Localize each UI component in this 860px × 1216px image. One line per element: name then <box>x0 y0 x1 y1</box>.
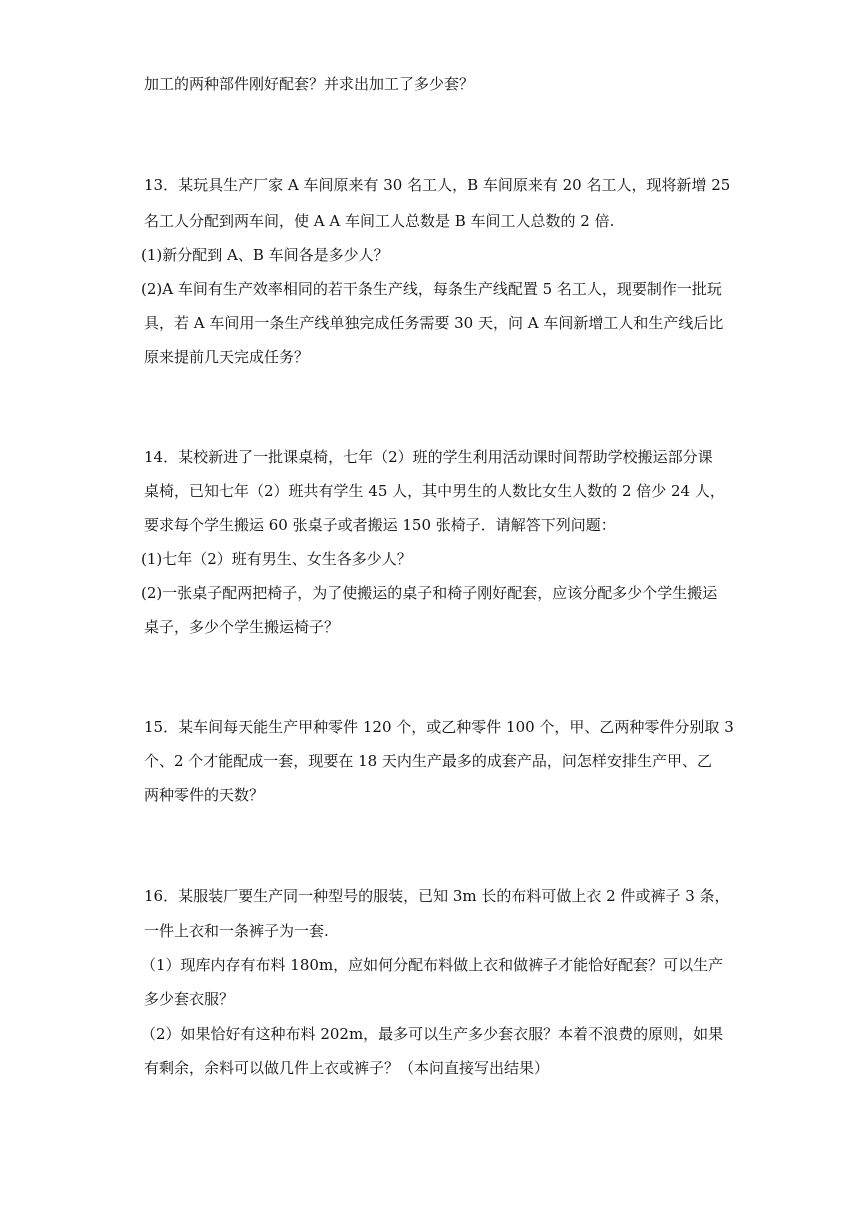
problem-16-line-4: 多少套衣服？ <box>144 990 235 1008</box>
problem-15-line-3: 两种零件的天数？ <box>144 786 265 804</box>
problem-14-line-6: 桌子，多少个学生搬运椅子？ <box>144 618 340 636</box>
problem-14-line-2: 桌椅，已知七年（2）班共有学生 45 人，其中男生的人数比女生人数的 2 倍少 24 人， <box>144 482 725 500</box>
problem-15-line-2: 个、2 个才能配成一套，现要在 18 天内生产最多的成套产品，问怎样安排生产甲、乙 <box>144 752 712 770</box>
problem-13-line-5: 具，若 A 车间用一条生产线单独完成任务需要 30 天，问 A 车间新增工人和生产线后比 <box>144 314 724 332</box>
problem-16-line-6: 有剩余，余料可以做几件上衣或裤子？（本问直接写出结果） <box>144 1059 550 1077</box>
problem-13-line-4: (2)A 车间有生产效率相同的若干条生产线，每条生产线配置 5 名工人，现要制作一批玩 <box>141 280 722 298</box>
problem-16-line-3: （1）现库内存有布料 180m，应如何分配布料做上衣和做裤子才能恰好配套？可以生产 <box>141 956 724 974</box>
problem-13-line-3: (1)新分配到 A、B 车间各是多少人？ <box>141 246 389 264</box>
problem-14-line-1: 14．某校新进了一批课桌椅，七年（2）班的学生利用活动课时间帮助学校搬运部分课 <box>144 448 713 466</box>
problem-16-line-2: 一件上衣和一条裤子为一套. <box>144 922 329 940</box>
problem-13-line-1: 13．某玩具生产厂家 A 车间原来有 30 名工人，B 车间原来有 20 名工人，现将新增 25 <box>144 176 731 194</box>
continuation-text: 加工的两种部件刚好配套？并求出加工了多少套？ <box>144 75 475 93</box>
problem-13-line-2: 名工人分配到两车间，使 A A 车间工人总数是 B 车间工人总数的 2 倍. <box>144 212 615 230</box>
problem-14-line-3: 要求每个学生搬运 60 张桌子或者搬运 150 张椅子．请解答下列问题： <box>144 516 616 534</box>
problem-13-line-6: 原来提前几天完成任务？ <box>144 348 310 366</box>
problem-16-line-5: （2）如果恰好有这种布料 202m，最多可以生产多少套衣服？本着不浪费的原则，如果 <box>141 1025 724 1043</box>
problem-15-line-1: 15．某车间每天能生产甲种零件 120 个，或乙种零件 100 个，甲、乙两种零件分别取 3 <box>144 718 734 736</box>
problem-14-line-5: (2)一张桌子配两把椅子，为了使搬运的桌子和椅子刚好配套，应该分配多少个学生搬运 <box>141 584 718 602</box>
problem-14-line-4: (1)七年（2）班有男生、女生各多少人？ <box>141 550 412 568</box>
problem-16-line-1: 16．某服装厂要生产同一种型号的服装，已知 3m 长的布料可做上衣 2 件或裤子 3 条， <box>144 887 730 905</box>
